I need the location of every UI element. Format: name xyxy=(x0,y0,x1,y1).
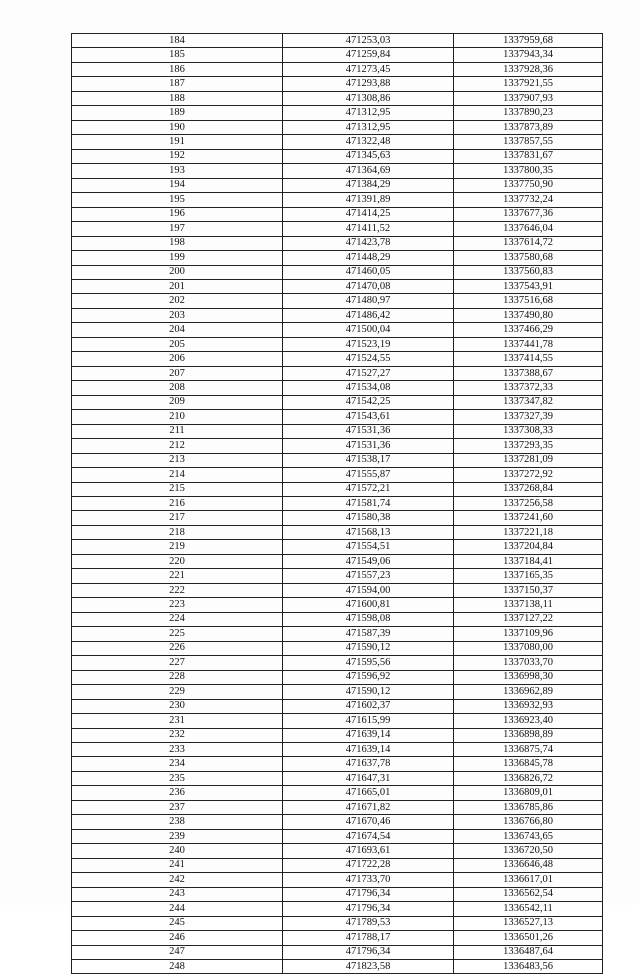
y-coordinate-cell: 1336898,89 xyxy=(454,728,603,742)
x-coordinate-cell: 471580,38 xyxy=(283,511,454,525)
table-row xyxy=(72,279,603,293)
y-coordinate-cell: 1337614,72 xyxy=(454,236,603,250)
x-coordinate-cell: 471639,14 xyxy=(283,742,454,756)
x-coordinate-cell: 471414,25 xyxy=(283,207,454,221)
table-row xyxy=(72,771,603,785)
y-coordinate-cell: 1336809,01 xyxy=(454,786,603,800)
point-number-cell: 241 xyxy=(72,858,283,872)
y-coordinate-cell: 1336527,13 xyxy=(454,916,603,930)
table-row xyxy=(72,786,603,800)
point-number-cell: 188 xyxy=(72,91,283,105)
table-row xyxy=(72,858,603,872)
x-coordinate-cell: 471590,12 xyxy=(283,685,454,699)
table-row xyxy=(72,902,603,916)
y-coordinate-cell: 1336743,65 xyxy=(454,829,603,843)
y-coordinate-cell: 1337943,34 xyxy=(454,48,603,62)
y-coordinate-cell: 1336962,89 xyxy=(454,685,603,699)
table-row xyxy=(72,931,603,945)
x-coordinate-cell: 471693,61 xyxy=(283,844,454,858)
point-number-cell: 186 xyxy=(72,62,283,76)
table-row xyxy=(72,699,603,713)
x-coordinate-cell: 471788,17 xyxy=(283,931,454,945)
y-coordinate-cell: 1336501,26 xyxy=(454,931,603,945)
point-number-cell: 247 xyxy=(72,945,283,959)
y-coordinate-cell: 1337241,60 xyxy=(454,511,603,525)
point-number-cell: 195 xyxy=(72,193,283,207)
table-row xyxy=(72,410,603,424)
point-number-cell: 239 xyxy=(72,829,283,843)
y-coordinate-cell: 1337890,23 xyxy=(454,106,603,120)
point-number-cell: 215 xyxy=(72,482,283,496)
point-number-cell: 226 xyxy=(72,641,283,655)
point-number-cell: 231 xyxy=(72,714,283,728)
point-number-cell: 217 xyxy=(72,511,283,525)
x-coordinate-cell: 471523,19 xyxy=(283,337,454,351)
x-coordinate-cell: 471557,23 xyxy=(283,569,454,583)
table-row xyxy=(72,641,603,655)
table-row xyxy=(72,728,603,742)
point-number-cell: 242 xyxy=(72,873,283,887)
table-row xyxy=(72,222,603,236)
point-number-cell: 237 xyxy=(72,800,283,814)
x-coordinate-cell: 471594,00 xyxy=(283,583,454,597)
table-row xyxy=(72,887,603,901)
table-row xyxy=(72,468,603,482)
table-row xyxy=(72,627,603,641)
x-coordinate-cell: 471460,05 xyxy=(283,265,454,279)
table-row xyxy=(72,873,603,887)
y-coordinate-cell: 1337857,55 xyxy=(454,135,603,149)
table-row xyxy=(72,135,603,149)
x-coordinate-cell: 471796,34 xyxy=(283,887,454,901)
point-number-cell: 229 xyxy=(72,685,283,699)
point-number-cell: 233 xyxy=(72,742,283,756)
y-coordinate-cell: 1337281,09 xyxy=(454,453,603,467)
point-number-cell: 191 xyxy=(72,135,283,149)
point-number-cell: 210 xyxy=(72,410,283,424)
y-coordinate-cell: 1337293,35 xyxy=(454,439,603,453)
point-number-cell: 192 xyxy=(72,149,283,163)
x-coordinate-cell: 471665,01 xyxy=(283,786,454,800)
point-number-cell: 200 xyxy=(72,265,283,279)
y-coordinate-cell: 1337959,68 xyxy=(454,34,603,48)
x-coordinate-cell: 471448,29 xyxy=(283,251,454,265)
point-number-cell: 225 xyxy=(72,627,283,641)
y-coordinate-cell: 1337388,67 xyxy=(454,366,603,380)
x-coordinate-cell: 471796,34 xyxy=(283,945,454,959)
x-coordinate-cell: 471581,74 xyxy=(283,497,454,511)
x-coordinate-cell: 471531,36 xyxy=(283,424,454,438)
table-row xyxy=(72,106,603,120)
table-row xyxy=(72,265,603,279)
table-row xyxy=(72,612,603,626)
point-number-cell: 196 xyxy=(72,207,283,221)
x-coordinate-cell: 471674,54 xyxy=(283,829,454,843)
x-coordinate-cell: 471534,08 xyxy=(283,381,454,395)
y-coordinate-cell: 1337646,04 xyxy=(454,222,603,236)
y-coordinate-cell: 1337560,83 xyxy=(454,265,603,279)
point-number-cell: 203 xyxy=(72,308,283,322)
x-coordinate-cell: 471549,06 xyxy=(283,554,454,568)
x-coordinate-cell: 471312,95 xyxy=(283,106,454,120)
y-coordinate-cell: 1337138,11 xyxy=(454,598,603,612)
y-coordinate-cell: 1337928,36 xyxy=(454,62,603,76)
point-number-cell: 236 xyxy=(72,786,283,800)
x-coordinate-cell: 471384,29 xyxy=(283,178,454,192)
point-number-cell: 211 xyxy=(72,424,283,438)
y-coordinate-cell: 1337580,68 xyxy=(454,251,603,265)
y-coordinate-cell: 1336826,72 xyxy=(454,771,603,785)
x-coordinate-cell: 471671,82 xyxy=(283,800,454,814)
y-coordinate-cell: 1337873,89 xyxy=(454,120,603,134)
y-coordinate-cell: 1336483,56 xyxy=(454,960,603,974)
y-coordinate-cell: 1337033,70 xyxy=(454,656,603,670)
point-number-cell: 184 xyxy=(72,34,283,48)
y-coordinate-cell: 1337516,68 xyxy=(454,294,603,308)
table-row xyxy=(72,656,603,670)
table-row xyxy=(72,236,603,250)
x-coordinate-cell: 471600,81 xyxy=(283,598,454,612)
x-coordinate-cell: 471480,97 xyxy=(283,294,454,308)
x-coordinate-cell: 471527,27 xyxy=(283,366,454,380)
point-number-cell: 219 xyxy=(72,540,283,554)
table-row xyxy=(72,945,603,959)
point-number-cell: 199 xyxy=(72,251,283,265)
point-number-cell: 190 xyxy=(72,120,283,134)
x-coordinate-cell: 471538,17 xyxy=(283,453,454,467)
table-row xyxy=(72,193,603,207)
y-coordinate-cell: 1337272,92 xyxy=(454,468,603,482)
x-coordinate-cell: 471796,34 xyxy=(283,902,454,916)
table-row xyxy=(72,207,603,221)
table-row xyxy=(72,308,603,322)
point-number-cell: 224 xyxy=(72,612,283,626)
x-coordinate-cell: 471647,31 xyxy=(283,771,454,785)
table-row xyxy=(72,164,603,178)
y-coordinate-cell: 1337204,84 xyxy=(454,540,603,554)
x-coordinate-cell: 471598,08 xyxy=(283,612,454,626)
table-row xyxy=(72,497,603,511)
point-number-cell: 227 xyxy=(72,656,283,670)
point-number-cell: 216 xyxy=(72,497,283,511)
y-coordinate-cell: 1337466,29 xyxy=(454,323,603,337)
x-coordinate-cell: 471733,70 xyxy=(283,873,454,887)
point-number-cell: 204 xyxy=(72,323,283,337)
x-coordinate-cell: 471789,53 xyxy=(283,916,454,930)
table-row xyxy=(72,91,603,105)
y-coordinate-cell: 1337831,67 xyxy=(454,149,603,163)
table-row xyxy=(72,714,603,728)
point-number-cell: 209 xyxy=(72,395,283,409)
point-number-cell: 187 xyxy=(72,77,283,91)
point-number-cell: 223 xyxy=(72,598,283,612)
y-coordinate-cell: 1337490,80 xyxy=(454,308,603,322)
table-row xyxy=(72,251,603,265)
y-coordinate-cell: 1336932,93 xyxy=(454,699,603,713)
y-coordinate-cell: 1337372,33 xyxy=(454,381,603,395)
x-coordinate-cell: 471615,99 xyxy=(283,714,454,728)
point-number-cell: 230 xyxy=(72,699,283,713)
table-row xyxy=(72,424,603,438)
table-row xyxy=(72,960,603,974)
x-coordinate-cell: 471637,78 xyxy=(283,757,454,771)
table-row xyxy=(72,149,603,163)
x-coordinate-cell: 471259,84 xyxy=(283,48,454,62)
y-coordinate-cell: 1337080,00 xyxy=(454,641,603,655)
y-coordinate-cell: 1337677,36 xyxy=(454,207,603,221)
table-row xyxy=(72,352,603,366)
table-row xyxy=(72,439,603,453)
table-row xyxy=(72,294,603,308)
point-number-cell: 205 xyxy=(72,337,283,351)
x-coordinate-cell: 471602,37 xyxy=(283,699,454,713)
y-coordinate-cell: 1336720,50 xyxy=(454,844,603,858)
x-coordinate-cell: 471595,56 xyxy=(283,656,454,670)
y-coordinate-cell: 1336542,11 xyxy=(454,902,603,916)
table-row xyxy=(72,569,603,583)
x-coordinate-cell: 471596,92 xyxy=(283,670,454,684)
x-coordinate-cell: 471524,55 xyxy=(283,352,454,366)
table-row xyxy=(72,62,603,76)
coordinates-table-body xyxy=(72,34,603,974)
point-number-cell: 235 xyxy=(72,771,283,785)
table-row xyxy=(72,34,603,48)
table-row xyxy=(72,815,603,829)
y-coordinate-cell: 1336875,74 xyxy=(454,742,603,756)
x-coordinate-cell: 471293,88 xyxy=(283,77,454,91)
y-coordinate-cell: 1337268,84 xyxy=(454,482,603,496)
table-row xyxy=(72,525,603,539)
table-row xyxy=(72,670,603,684)
coordinates-table xyxy=(71,33,603,974)
point-number-cell: 193 xyxy=(72,164,283,178)
x-coordinate-cell: 471500,04 xyxy=(283,323,454,337)
point-number-cell: 240 xyxy=(72,844,283,858)
table-row xyxy=(72,178,603,192)
table-row xyxy=(72,77,603,91)
table-row xyxy=(72,829,603,843)
x-coordinate-cell: 471273,45 xyxy=(283,62,454,76)
x-coordinate-cell: 471587,39 xyxy=(283,627,454,641)
y-coordinate-cell: 1336562,54 xyxy=(454,887,603,901)
table-row xyxy=(72,511,603,525)
point-number-cell: 189 xyxy=(72,106,283,120)
point-number-cell: 246 xyxy=(72,931,283,945)
table-row xyxy=(72,583,603,597)
point-number-cell: 234 xyxy=(72,757,283,771)
table-row xyxy=(72,337,603,351)
x-coordinate-cell: 471322,48 xyxy=(283,135,454,149)
x-coordinate-cell: 471470,08 xyxy=(283,279,454,293)
point-number-cell: 198 xyxy=(72,236,283,250)
y-coordinate-cell: 1337256,58 xyxy=(454,497,603,511)
x-coordinate-cell: 471670,46 xyxy=(283,815,454,829)
table-row xyxy=(72,757,603,771)
point-number-cell: 220 xyxy=(72,554,283,568)
point-number-cell: 202 xyxy=(72,294,283,308)
y-coordinate-cell: 1337543,91 xyxy=(454,279,603,293)
table-row xyxy=(72,685,603,699)
y-coordinate-cell: 1337800,35 xyxy=(454,164,603,178)
y-coordinate-cell: 1336845,78 xyxy=(454,757,603,771)
y-coordinate-cell: 1336923,40 xyxy=(454,714,603,728)
point-number-cell: 243 xyxy=(72,887,283,901)
x-coordinate-cell: 471543,61 xyxy=(283,410,454,424)
y-coordinate-cell: 1337750,90 xyxy=(454,178,603,192)
y-coordinate-cell: 1337347,82 xyxy=(454,395,603,409)
x-coordinate-cell: 471253,03 xyxy=(283,34,454,48)
x-coordinate-cell: 471364,69 xyxy=(283,164,454,178)
x-coordinate-cell: 471312,95 xyxy=(283,120,454,134)
point-number-cell: 232 xyxy=(72,728,283,742)
x-coordinate-cell: 471823,58 xyxy=(283,960,454,974)
point-number-cell: 201 xyxy=(72,279,283,293)
x-coordinate-cell: 471555,87 xyxy=(283,468,454,482)
table-row xyxy=(72,916,603,930)
table-row xyxy=(72,844,603,858)
table-row xyxy=(72,323,603,337)
point-number-cell: 248 xyxy=(72,960,283,974)
point-number-cell: 238 xyxy=(72,815,283,829)
x-coordinate-cell: 471568,13 xyxy=(283,525,454,539)
x-coordinate-cell: 471308,86 xyxy=(283,91,454,105)
y-coordinate-cell: 1337907,93 xyxy=(454,91,603,105)
y-coordinate-cell: 1336766,80 xyxy=(454,815,603,829)
point-number-cell: 197 xyxy=(72,222,283,236)
point-number-cell: 214 xyxy=(72,468,283,482)
point-number-cell: 244 xyxy=(72,902,283,916)
y-coordinate-cell: 1336617,01 xyxy=(454,873,603,887)
x-coordinate-cell: 471572,21 xyxy=(283,482,454,496)
table-row xyxy=(72,381,603,395)
x-coordinate-cell: 471423,78 xyxy=(283,236,454,250)
y-coordinate-cell: 1337327,39 xyxy=(454,410,603,424)
y-coordinate-cell: 1337109,96 xyxy=(454,627,603,641)
table-row xyxy=(72,366,603,380)
y-coordinate-cell: 1336487,64 xyxy=(454,945,603,959)
x-coordinate-cell: 471542,25 xyxy=(283,395,454,409)
x-coordinate-cell: 471345,63 xyxy=(283,149,454,163)
y-coordinate-cell: 1336646,48 xyxy=(454,858,603,872)
y-coordinate-cell: 1337165,35 xyxy=(454,569,603,583)
point-number-cell: 213 xyxy=(72,453,283,467)
table-row xyxy=(72,554,603,568)
point-number-cell: 212 xyxy=(72,439,283,453)
x-coordinate-cell: 471486,42 xyxy=(283,308,454,322)
table-row xyxy=(72,395,603,409)
x-coordinate-cell: 471554,51 xyxy=(283,540,454,554)
table-row xyxy=(72,120,603,134)
x-coordinate-cell: 471590,12 xyxy=(283,641,454,655)
point-number-cell: 208 xyxy=(72,381,283,395)
table-row xyxy=(72,742,603,756)
point-number-cell: 245 xyxy=(72,916,283,930)
y-coordinate-cell: 1337414,55 xyxy=(454,352,603,366)
y-coordinate-cell: 1337221,18 xyxy=(454,525,603,539)
table-row xyxy=(72,48,603,62)
point-number-cell: 185 xyxy=(72,48,283,62)
y-coordinate-cell: 1337732,24 xyxy=(454,193,603,207)
table-row xyxy=(72,453,603,467)
y-coordinate-cell: 1337150,37 xyxy=(454,583,603,597)
point-number-cell: 222 xyxy=(72,583,283,597)
y-coordinate-cell: 1337127,22 xyxy=(454,612,603,626)
table-row xyxy=(72,482,603,496)
x-coordinate-cell: 471391,89 xyxy=(283,193,454,207)
y-coordinate-cell: 1337184,41 xyxy=(454,554,603,568)
y-coordinate-cell: 1337308,33 xyxy=(454,424,603,438)
point-number-cell: 221 xyxy=(72,569,283,583)
y-coordinate-cell: 1336785,86 xyxy=(454,800,603,814)
point-number-cell: 218 xyxy=(72,525,283,539)
y-coordinate-cell: 1337441,78 xyxy=(454,337,603,351)
point-number-cell: 207 xyxy=(72,366,283,380)
x-coordinate-cell: 471722,28 xyxy=(283,858,454,872)
x-coordinate-cell: 471531,36 xyxy=(283,439,454,453)
table-row xyxy=(72,598,603,612)
y-coordinate-cell: 1336998,30 xyxy=(454,670,603,684)
point-number-cell: 228 xyxy=(72,670,283,684)
point-number-cell: 194 xyxy=(72,178,283,192)
table-row xyxy=(72,540,603,554)
y-coordinate-cell: 1337921,55 xyxy=(454,77,603,91)
x-coordinate-cell: 471411,52 xyxy=(283,222,454,236)
x-coordinate-cell: 471639,14 xyxy=(283,728,454,742)
table-row xyxy=(72,800,603,814)
point-number-cell: 206 xyxy=(72,352,283,366)
